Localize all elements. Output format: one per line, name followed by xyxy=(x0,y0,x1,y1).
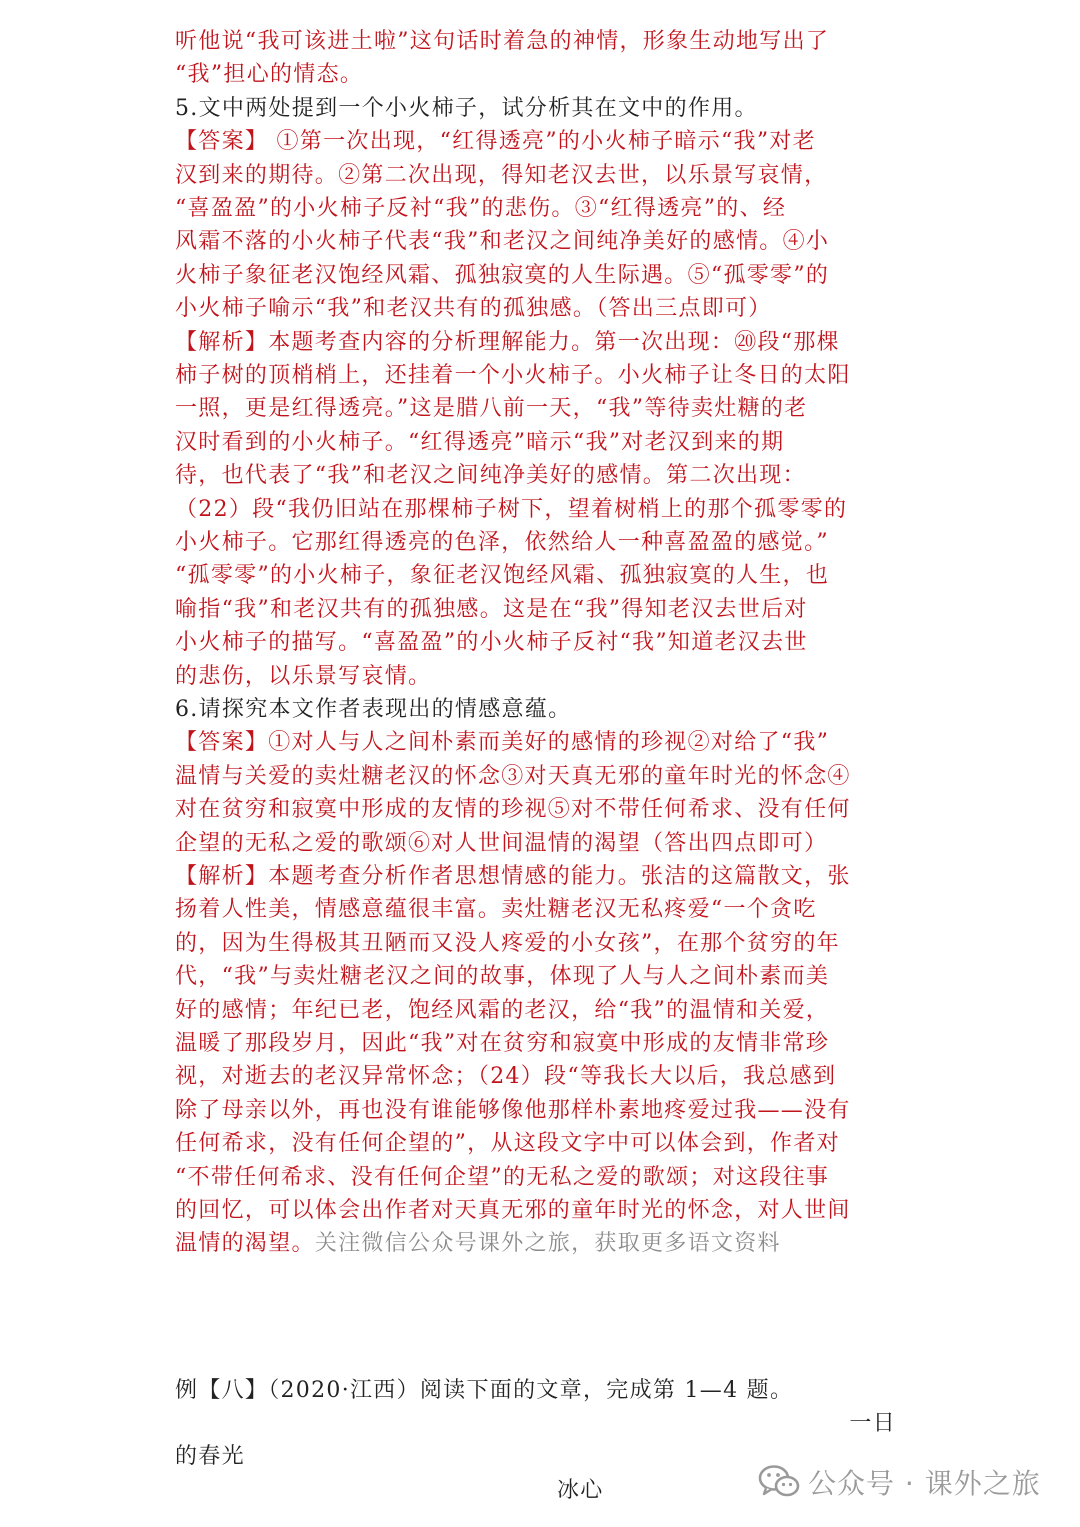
text-line-content: 小火柿子。它那红得透亮的色泽，依然给人一种喜盈盈的感觉。” xyxy=(175,530,829,555)
text-line-content: 待，也代表了“我”和老汉之间纯净美好的感情。第二次出现： xyxy=(175,463,806,488)
text-line-content: 【解析】本题考查内容的分析理解能力。第一次出现：⑳段“那棵 xyxy=(175,330,840,355)
text-line-content: “我”担心的情态。 xyxy=(175,62,364,87)
text-line xyxy=(175,493,895,526)
text-line-content: 好的感情；年纪已老，饱经风霜的老汉，给“我”的温情和关爱， xyxy=(175,998,830,1023)
text-line xyxy=(175,1094,895,1127)
text-line-content: 【答案】①对人与人之间朴素而美好的感情的珍视②对给了“我” xyxy=(175,730,830,755)
text-line xyxy=(175,292,895,325)
wechat-watermark xyxy=(758,1462,1041,1502)
text-line-content: 汉到来的期待。②第二次出现，得知老汉去世，以乐景写哀情， xyxy=(175,163,828,188)
text-line xyxy=(175,660,895,693)
text-line xyxy=(175,225,895,258)
text-line-content: 企望的无私之爱的歌颂⑥对人世间温情的渴望（答出四点即可） xyxy=(175,831,828,856)
text-line xyxy=(175,326,895,359)
wechat-icon xyxy=(758,1464,800,1500)
text-line xyxy=(175,760,895,793)
text-line xyxy=(175,793,895,826)
text-line xyxy=(175,159,895,192)
article-author: 冰心 xyxy=(557,1478,604,1503)
text-line-content: 5.文中两处提到一个小火柿子，试分析其在文中的作用。 xyxy=(175,96,758,121)
article-title-part1: 一日 xyxy=(849,1411,896,1436)
text-line-content: 风霜不落的小火柿子代表“我”和老汉之间纯净美好的感情。④小 xyxy=(175,229,830,254)
text-line xyxy=(175,426,895,459)
text-line xyxy=(175,1027,895,1060)
text-line xyxy=(175,359,895,392)
text-line xyxy=(175,392,895,425)
text-line-content: 的悲伤，以乐景写哀情。 xyxy=(175,664,432,689)
text-line-content: 视，对逝去的老汉异常怀念；（24）段“等我长大以后，我总感到 xyxy=(175,1064,837,1089)
text-line-content: 6.请探究本文作者表现出的情感意蕴。 xyxy=(175,697,572,722)
text-line xyxy=(175,693,895,726)
example-heading: 例【八】（2020·江西）阅读下面的文章，完成第 1—4 题。 xyxy=(175,1378,794,1403)
promo-note: 关注微信公众号课外之旅，获取更多语文资料 xyxy=(314,1231,781,1256)
text-line xyxy=(175,459,895,492)
text-line xyxy=(175,994,895,1027)
text-line xyxy=(175,58,895,91)
text-line-content: “不带任何希求、没有任何企望”的无私之爱的歌颂；对这段往事 xyxy=(175,1165,830,1190)
text-line xyxy=(175,960,895,993)
text-line-content: 汉时看到的小火柿子。“红得透亮”暗示“我”对老汉到来的期 xyxy=(175,430,785,455)
text-line-content: 火柿子象征老汉饱经风霜、孤独寂寞的人生际遇。⑤“孤零零”的 xyxy=(175,263,830,288)
text-line xyxy=(175,1194,895,1227)
text-line xyxy=(175,526,895,559)
text-line xyxy=(175,927,895,960)
text-line xyxy=(175,125,895,158)
text-line xyxy=(175,92,895,125)
text-line xyxy=(175,259,895,292)
text-line xyxy=(175,827,895,860)
text-line-content: 温情的渴望。 xyxy=(175,1231,315,1256)
text-line xyxy=(175,726,895,759)
text-line xyxy=(175,593,895,626)
watermark-text: 公众号 · 课外之旅 xyxy=(808,1467,1041,1500)
text-line xyxy=(175,893,895,926)
text-line-content: 对在贫穷和寂寞中形成的友情的珍视⑤对不带任何希求、没有任何 xyxy=(175,797,851,822)
text-line-content: “孤零零”的小火柿子，象征老汉饱经风霜、孤独寂寞的人生，也 xyxy=(175,563,830,588)
text-line-content: 任何希求，没有任何企望的”，从这段文字中可以体会到，作者对 xyxy=(175,1131,840,1156)
text-line-content: 【答案】 ①第一次出现，“红得透亮”的小火柿子暗示“我”对老 xyxy=(175,129,816,154)
article-title-part2: 的春光 xyxy=(175,1444,245,1469)
text-line xyxy=(175,1227,895,1260)
text-line-content: 温情与关爱的卖灶糖老汉的怀念③对天真无邪的童年时光的怀念④ xyxy=(175,764,851,789)
text-line xyxy=(175,559,895,592)
text-line-content: 除了母亲以外，再也没有谁能够像他那样朴素地疼爱过我——没有 xyxy=(175,1098,851,1123)
text-line xyxy=(175,626,895,659)
text-line-content: 的回忆，可以体会出作者对天真无邪的童年时光的怀念，对人世间 xyxy=(175,1198,851,1223)
text-line-content: 【解析】本题考查分析作者思想情感的能力。张洁的这篇散文，张 xyxy=(175,864,851,889)
text-line-content: 扬着人性美，情感意蕴很丰富。卖灶糖老汉无私疼爱“一个贪吃 xyxy=(175,897,817,922)
text-line-content: 喻指“我”和老汉共有的孤独感。这是在“我”得知老汉去世后对 xyxy=(175,597,808,622)
text-line xyxy=(175,25,895,58)
text-line xyxy=(175,192,895,225)
text-line xyxy=(175,1127,895,1160)
text-line-content: 代，“我”与卖灶糖老汉之间的故事，体现了人与人之间朴素而美 xyxy=(175,964,830,989)
text-line-content: 听他说“我可该进土啦”这句话时着急的神情，形象生动地写出了 xyxy=(175,29,830,54)
text-line-content: 小火柿子喻示“我”和老汉共有的孤独感。（答出三点即可） xyxy=(175,296,772,321)
text-line xyxy=(175,1161,895,1194)
text-line-content: 小火柿子的描写。“喜盈盈”的小火柿子反衬“我”知道老汉去世 xyxy=(175,630,808,655)
text-line xyxy=(175,860,895,893)
text-line-content: “喜盈盈”的小火柿子反衬“我”的悲伤。③“红得透亮”的、经 xyxy=(175,196,787,221)
text-line-content: 的，因为生得极其丑陋而又没人疼爱的小女孩”，在那个贫穷的年 xyxy=(175,931,840,956)
text-line-content: （22）段“我仍旧站在那棵柿子树下，望着树梢上的那个孤零零的 xyxy=(175,497,848,522)
text-line-content: 柿子树的顶梢梢上，还挂着一个小火柿子。小火柿子让冬日的太阳 xyxy=(175,363,851,388)
text-line-content: 温暖了那段岁月，因此“我”对在贫穷和寂寞中形成的友情非常珍 xyxy=(175,1031,830,1056)
text-line-content: 一照，更是红得透亮。”这是腊八前一天，“我”等待卖灶糖的老 xyxy=(175,396,808,421)
text-line xyxy=(175,1060,895,1093)
